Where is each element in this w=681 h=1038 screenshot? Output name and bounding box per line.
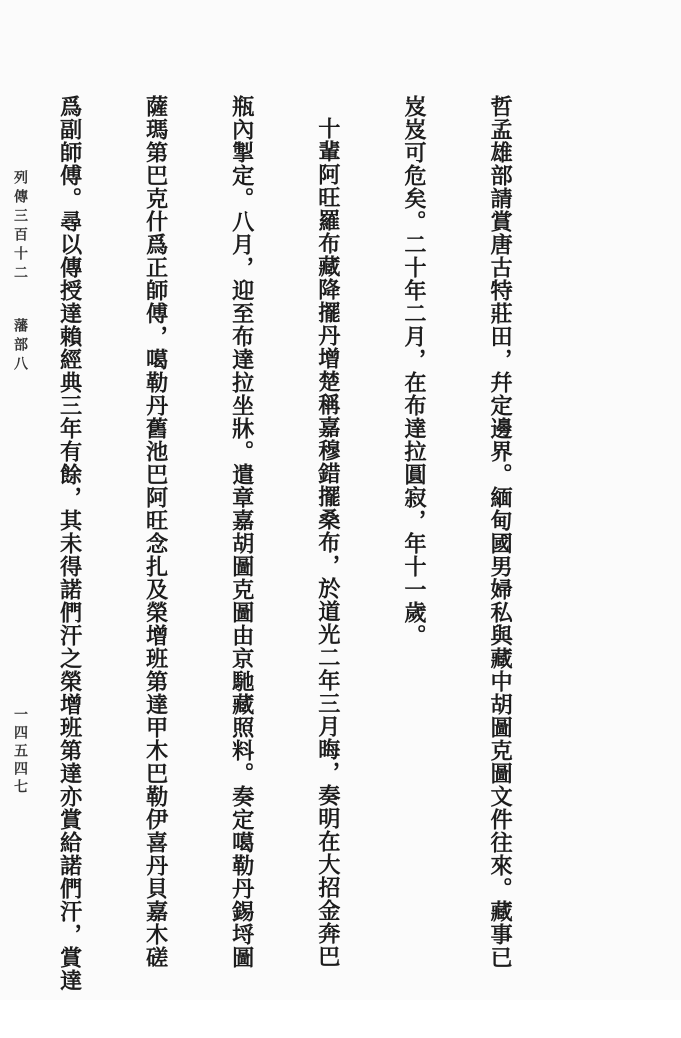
running-head-section: 藩部八 bbox=[12, 318, 28, 375]
text-column: 爲副師傅。尋以傳授達賴經典三年有餘，其未得諾們汗之榮增班第達亦賞給諾們汗，賞達 bbox=[56, 95, 83, 992]
running-head bbox=[10, 170, 30, 375]
text-column: 岌岌可危矣。二十年二月，在布達拉圓寂，年十一歲。 bbox=[400, 95, 427, 647]
running-head-title: 列傳三百十二 bbox=[12, 170, 28, 284]
text-column: 薩瑪第巴克什爲正師傅，噶勒丹舊池巴阿旺念扎及榮增班第達甲木巴勒伊喜丹貝嘉木磋 bbox=[142, 95, 169, 969]
page-number: 一四五四七 bbox=[12, 707, 28, 797]
body-text bbox=[0, 95, 571, 992]
text-column: 十輩阿旺羅布藏降擺丹增楚稱嘉穆錯擺桑布，於道光二年三月晦，奏明在大招金奔巴 bbox=[314, 117, 341, 968]
text-column: 哲孟雄部請賞唐古特莊田，幷定邊界。緬甸國男婦私與藏中胡圖克圖文件往來。藏事已 bbox=[486, 95, 513, 969]
text-column: 瓶內掣定。八月，迎至布達拉坐牀。遣章嘉胡圖克圖由京馳藏照料。奏定噶勒丹錫埒圖 bbox=[228, 95, 255, 969]
